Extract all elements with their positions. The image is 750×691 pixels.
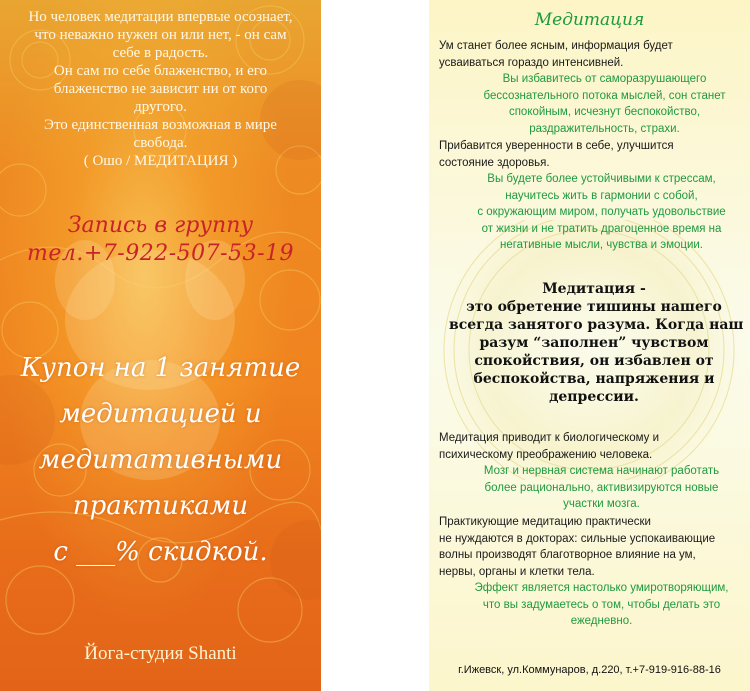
info-panel (429, 0, 750, 691)
quote-line: что неважно нужен он или нет, - он сам (34, 27, 287, 43)
text-line: Вы избавитесь от саморазрушающего (502, 73, 707, 85)
coupon-line: с ___% скидкой. (53, 537, 268, 567)
quote-line: Он сам по себе блаженство, и его (53, 63, 268, 79)
text-line: усваиваться гораздо интенсивней. (439, 56, 624, 69)
text-line: состояние здоровья. (439, 156, 550, 169)
text-line: от жизни и не тратить драгоценное время на (481, 222, 722, 235)
text-line: раздражительность, страхи. (529, 122, 680, 135)
studio-address: г.Ижевск, ул.Коммунаров, д.220, т.+7-919-916-88-16 (458, 664, 721, 676)
signup-phone: тел.+7-922-507-53-19 (26, 241, 295, 266)
text-line: Вы будете более устойчивыми к стрессам, (487, 173, 716, 185)
text-line: негативные мысли, чувства и эмоции. (499, 239, 703, 251)
benefit-paragraph (429, 171, 750, 254)
quote-line: другого. (134, 99, 187, 115)
quote-line: спокойствия, он избавлен от (474, 353, 714, 369)
benefit-paragraph (439, 138, 674, 171)
text-line: Медитация приводит к биологическому и (439, 432, 660, 444)
coupon-line: практиками (72, 491, 249, 521)
coupon-text (0, 345, 321, 575)
quote-line: беспокойства, напряжения и (473, 371, 715, 387)
text-line: Ум станет более ясным, информация будет (439, 40, 673, 52)
quote-line: депрессии. (549, 389, 639, 405)
text-line: не нуждаются в докторах: сильные успокаивающие (439, 532, 716, 545)
text-line: Прибавится уверенности в себе, улучшится (439, 140, 674, 152)
text-line: что вы задумаетесь о том, чтобы делать это (482, 598, 721, 611)
signup-heading: Запись в группу (67, 213, 254, 238)
text-line: участки мозга. (563, 498, 640, 510)
coupon-panel (0, 0, 321, 691)
osho-quote (8, 8, 313, 170)
text-line: бессознательного потока мыслей, сон станет (483, 89, 726, 102)
studio-name: Йога-студия Shanti (84, 643, 237, 664)
benefit-paragraph (429, 580, 750, 630)
text-line: более рационально, активизируются новые (484, 481, 719, 494)
meditation-quote (449, 280, 744, 406)
benefit-paragraph (439, 38, 673, 71)
quote-line: Медитация - (542, 281, 646, 297)
quote-line: себе в радость. (112, 45, 209, 61)
benefit-paragraph (429, 71, 750, 137)
text-line: ежедневно. (570, 615, 633, 627)
quote-line: ( Ошо / МЕДИТАЦИЯ ) (83, 153, 238, 169)
quote-line: свобода. (133, 135, 188, 151)
text-line: волны производят благотворное влияние на ум, (439, 549, 696, 561)
text-line: психическому преображению человека. (439, 448, 653, 461)
text-line: спокойным, исчезнут беспокойство, (508, 106, 701, 118)
quote-line: это обретение тишины нашего (466, 299, 722, 315)
quote-line: Но человек медитации впервые осознает, (28, 9, 293, 25)
coupon-line: медитативными (38, 445, 283, 475)
quote-line: Это единственная возможная в мире (44, 117, 277, 133)
coupon-line: Купон на 1 занятие (20, 353, 301, 383)
benefit-paragraph (439, 514, 715, 580)
signup-info (0, 212, 321, 268)
text-line: Практикующие медитацию практически (439, 516, 651, 528)
text-line: Мозг и нервная система начинают работать (483, 465, 720, 477)
text-line: нервы, органы и клетки тела. (439, 565, 595, 578)
quote-line: разум “заполнен” чувством (479, 335, 709, 351)
text-line: научитесь жить в гармонии с собой, (505, 189, 698, 202)
text-line: с окружающим миром, получать удовольствие (477, 206, 726, 218)
benefit-paragraph (439, 430, 659, 463)
coupon-line: медитацией и (59, 399, 262, 429)
quote-line: всегда занятого разума. Когда наш (449, 317, 744, 333)
benefit-paragraph (429, 463, 750, 513)
quote-line: блаженство не зависит ни от кого (53, 81, 268, 97)
panel-title: Медитация (534, 10, 645, 30)
text-line: Эффект является настолько умиротворяющим, (474, 582, 729, 594)
